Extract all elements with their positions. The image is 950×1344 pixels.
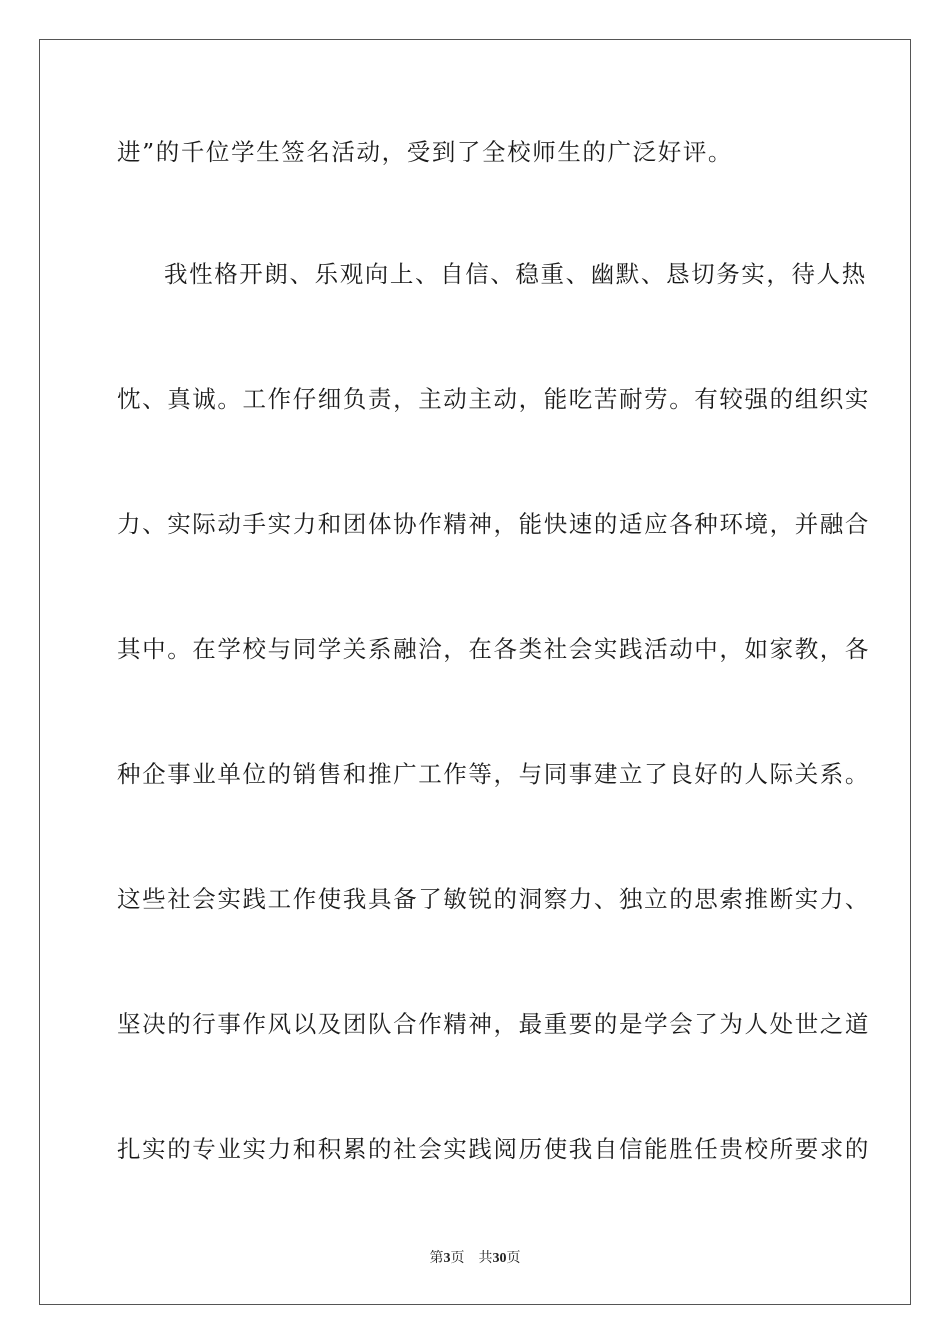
page-number: 3 xyxy=(443,1251,451,1266)
text-line-8: 坚决的行事作风以及团队合作精神，最重要的是学会了为人处世之道 xyxy=(117,1010,870,1038)
text-line-9: 扎实的专业实力和积累的社会实践阅历使我自信能胜任贵校所要求的 xyxy=(117,1135,870,1163)
total-pages: 30 xyxy=(492,1251,507,1266)
page-prefix: 第 xyxy=(429,1251,444,1266)
text-line-6: 种企事业单位的销售和推广工作等，与同事建立了良好的人际关系。 xyxy=(117,760,870,788)
text-line-4: 力、实际动手实力和团体协作精神，能快速的适应各种环境，并融合 xyxy=(117,510,870,538)
text-line-2: 我性格开朗、乐观向上、自信、稳重、幽默、恳切务实，待人热 xyxy=(164,260,867,288)
text-line-1: 进”的千位学生签名活动，受到了全校师生的广泛好评。 xyxy=(117,138,734,166)
text-line-7: 这些社会实践工作使我具备了敏锐的洞察力、独立的思索推断实力、 xyxy=(117,885,870,913)
page-border xyxy=(39,39,911,1305)
text-line-5: 其中。在学校与同学关系融洽，在各类社会实践活动中，如家教，各 xyxy=(117,635,870,663)
total-suffix: 页 xyxy=(506,1251,521,1266)
page-suffix: 页 xyxy=(450,1251,465,1266)
total-prefix: 共 xyxy=(478,1251,493,1266)
text-line-3: 忱、真诚。工作仔细负责，主动主动，能吃苦耐劳。有较强的组织实 xyxy=(117,385,870,413)
page-footer xyxy=(0,1247,950,1267)
